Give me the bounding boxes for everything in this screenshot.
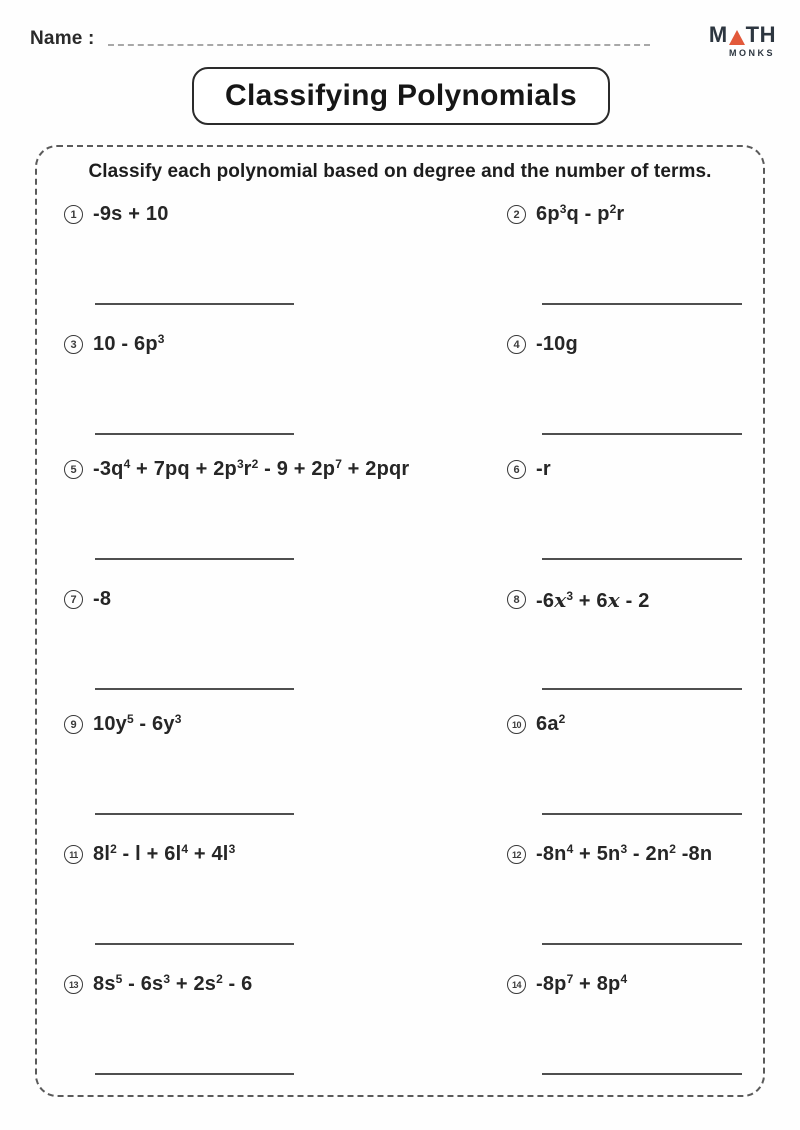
polynomial-expression: $-8p^7 + 8p^4$ [536, 972, 628, 995]
exponent: 4 [620, 972, 628, 986]
problem-8 [507, 588, 800, 710]
variable-italic: x [554, 588, 567, 612]
name-row [30, 28, 630, 50]
problem-6 [507, 458, 800, 580]
polynomial-expression: $8s^5 - 6s^3 + 2s^2 - 6$ [93, 972, 253, 995]
exponent: 4 [566, 842, 574, 856]
title-box [192, 67, 610, 125]
exponent: 2 [558, 712, 566, 726]
problem-9 [64, 713, 484, 835]
problem-12 [507, 843, 800, 965]
problem-number-badge: 2 [507, 205, 526, 224]
polynomial-expression: $10y^5 - 6y^3$ [93, 712, 182, 735]
problems-panel [35, 145, 765, 1097]
problem-number-badge: 1 [64, 205, 83, 224]
polynomial-expression: $8l^2 - l + 6l^4 + 4l^3$ [93, 842, 236, 865]
exponent: 2 [216, 972, 223, 986]
polynomial-expression: $-8n^4 + 5n^3 - 2n^2$ -8n [536, 842, 713, 865]
problem-line [507, 843, 800, 866]
problem-13 [64, 973, 484, 1095]
logo-th: TH [745, 22, 776, 47]
exponent: 3 [228, 842, 236, 856]
answer-line[interactable] [542, 303, 742, 305]
answer-line[interactable] [95, 943, 294, 945]
answer-line[interactable] [542, 813, 742, 815]
math-monks-logo [690, 24, 776, 58]
problem-number-badge: 3 [64, 335, 83, 354]
problem-line [64, 713, 484, 736]
polynomial-expression: $-3q^4 + 7pq + 2p^3r^2 - 9 + 2p^7 + 2pqr$ [93, 457, 410, 480]
problem-2 [507, 203, 800, 325]
exponent: 3 [157, 332, 165, 346]
problem-line [507, 458, 800, 481]
problem-number-badge: 5 [64, 460, 83, 479]
answer-line[interactable] [542, 558, 742, 560]
exponent: 2 [110, 842, 117, 856]
answer-line[interactable] [95, 433, 294, 435]
exponent: 3 [620, 842, 628, 856]
problem-10 [507, 713, 800, 835]
answer-line[interactable] [95, 303, 294, 305]
problem-7 [64, 588, 484, 710]
problem-line [507, 973, 800, 996]
polynomial-expression: $-6x^3 + 6x - 2$ [536, 588, 650, 612]
logo-monks: MONKS [729, 48, 775, 58]
polynomial-expression: -8 [93, 588, 112, 610]
problem-number-badge: 14 [507, 975, 526, 994]
exponent: 3 [236, 457, 244, 471]
polynomial-expression: -10g [536, 333, 578, 355]
page-title: Classifying Polynomials [224, 79, 577, 112]
exponent: 2 [609, 202, 617, 216]
problem-line [64, 333, 484, 356]
polynomial-expression: $6p^3q - p^2r$ [536, 202, 625, 225]
answer-line[interactable] [542, 688, 742, 690]
problem-line [64, 203, 484, 226]
exponent: 2 [669, 842, 676, 856]
answer-line[interactable] [95, 813, 294, 815]
problem-4 [507, 333, 800, 455]
problem-11 [64, 843, 484, 965]
problem-line [507, 713, 800, 736]
polynomial-expression: $6a^2$ [536, 712, 566, 735]
logo-top [690, 24, 776, 46]
problem-number-badge: 11 [64, 845, 83, 864]
answer-line[interactable] [95, 688, 294, 690]
problem-line [64, 458, 484, 481]
problem-line [64, 973, 484, 996]
exponent: 4 [123, 457, 131, 471]
answer-line[interactable] [542, 433, 742, 435]
problem-number-badge: 12 [507, 845, 526, 864]
problem-number-badge: 8 [507, 590, 526, 609]
problem-line [64, 588, 484, 611]
problem-line [64, 843, 484, 866]
problem-line [507, 588, 800, 613]
problem-5 [64, 458, 484, 580]
exponent: 7 [566, 972, 574, 986]
problem-number-badge: 6 [507, 460, 526, 479]
exponent: 7 [335, 457, 342, 471]
answer-line[interactable] [95, 1073, 294, 1075]
polynomial-expression: -9s + 10 [93, 203, 169, 225]
instruction-text: Classify each polynomial based on degree and the number of terms. [88, 161, 712, 182]
exponent: 3 [174, 712, 182, 726]
problem-line [507, 333, 800, 356]
logo-m: M [708, 22, 728, 47]
problem-3 [64, 333, 484, 455]
exponent: 5 [115, 972, 123, 986]
problem-number-badge: 13 [64, 975, 83, 994]
triangle-icon [729, 30, 745, 45]
problem-14 [507, 973, 800, 1095]
name-input-line[interactable] [108, 44, 650, 46]
exponent: 3 [566, 589, 573, 603]
problem-1 [64, 203, 484, 325]
problem-number-badge: 4 [507, 335, 526, 354]
polynomial-expression: -r [536, 458, 551, 480]
exponent: 4 [181, 842, 189, 856]
exponent: 5 [126, 712, 134, 726]
answer-line[interactable] [95, 558, 294, 560]
polynomial-expression: $10 - 6p^3$ [93, 332, 165, 355]
name-label: Name : [30, 28, 95, 49]
problem-number-badge: 10 [507, 715, 526, 734]
variable-italic: x [607, 588, 620, 612]
answer-line[interactable] [542, 1073, 742, 1075]
exponent: 2 [251, 457, 259, 471]
problem-line [507, 203, 800, 226]
exponent: 3 [163, 972, 171, 986]
problem-number-badge: 7 [64, 590, 83, 609]
answer-line[interactable] [542, 943, 742, 945]
problem-number-badge: 9 [64, 715, 83, 734]
exponent: 3 [559, 202, 567, 216]
